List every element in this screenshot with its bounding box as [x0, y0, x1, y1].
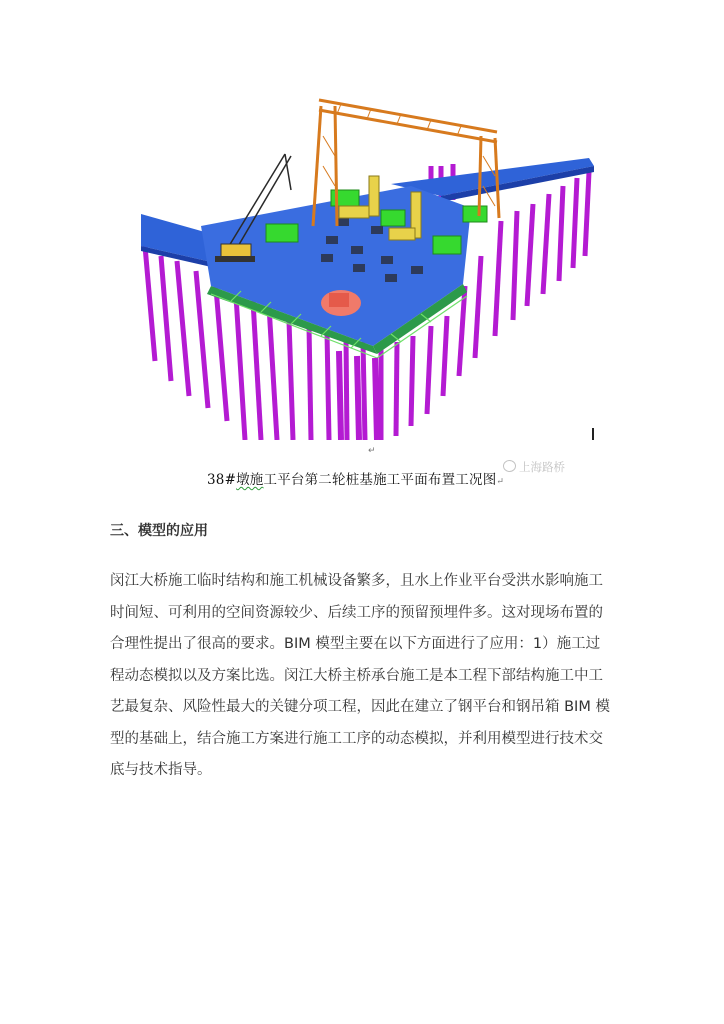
section-heading: 三、模型的应用	[110, 523, 208, 539]
figure-caption	[207, 468, 504, 488]
steel-platform-illustration	[141, 96, 594, 440]
figure-edge-mark	[592, 428, 594, 440]
watermark-text: 上海路桥	[519, 460, 565, 474]
wechat-icon	[503, 460, 516, 472]
caption-underlined-text: 墩施	[236, 472, 264, 488]
caption-prefix: 38#	[207, 472, 237, 488]
body-paragraph	[110, 566, 610, 787]
bim-model-image	[141, 96, 594, 440]
body-line: 艺最复杂、风险性最大的关键分项工程，因此在建立了钢平台和钢吊箱 BIM 模	[110, 699, 610, 715]
body-line: 闵江大桥施工临时结构和施工机械设备繁多，且水上作业平台受洪水影响施工	[110, 573, 603, 589]
caption-rest: 工平台第二轮桩基施工平面布置工况图	[263, 472, 497, 488]
body-line: 程动态模拟以及方案比选。闵江大桥主桥承台施工是本工程下部结构施工中工	[110, 667, 603, 684]
body-line: 型的基础上，结合施工方案进行施工工序的动态模拟，并利用模型进行技术交	[110, 730, 603, 747]
watermark	[503, 459, 565, 475]
body-line: 时间短、可利用的空间资源较少、后续工序的预留预埋件多。这对现场布置的	[110, 604, 603, 621]
body-line: 底与技术指导。	[110, 762, 212, 778]
caption-end-mark: ↵	[496, 477, 505, 487]
paragraph-mark: ↵	[368, 446, 376, 456]
body-line: 合理性提出了很高的要求。BIM 模型主要在以下方面进行了应用：1）施工过	[110, 636, 601, 652]
